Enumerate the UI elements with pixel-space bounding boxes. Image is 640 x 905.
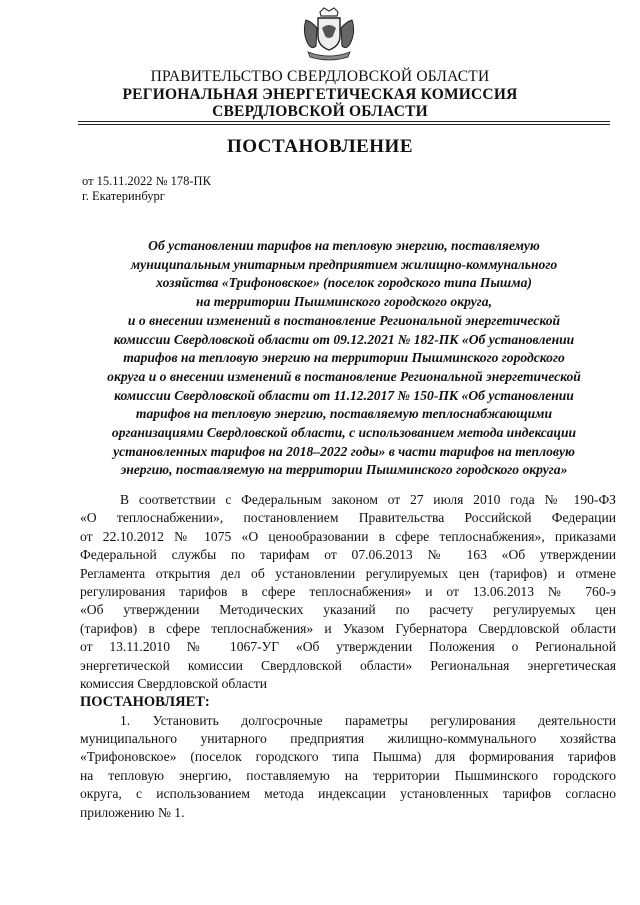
region-name: СВЕРДЛОВСКОЙ ОБЛАСТИ [212, 103, 428, 120]
subject-line: тарифов на тепловую энергию, поставляемую теплоснабжающими [135, 406, 553, 422]
preamble-line: Регламента открытия дел об установлении регулируемых цен (тарифов) и отмене [80, 565, 616, 581]
subject-line: организациями Свердловской области, с использованием метода индексации [111, 425, 577, 441]
document-body [80, 491, 616, 822]
subject-line: и о внесении изменений в постановление Региональной энергетической [127, 312, 561, 328]
subject-line: округа и о внесении изменений в постановление Региональной энергетической [107, 368, 581, 384]
preamble-line: энергетической комиссии Свердловской области» Региональная энергетическая [80, 657, 616, 673]
government-name: ПРАВИТЕЛЬСТВО СВЕРДЛОВСКОЙ ОБЛАСТИ [150, 68, 490, 85]
subject-line: на территории Пышминского городского округа, [196, 294, 492, 310]
subject-line: Об установлении тарифов на тепловую энергию, поставляемую [148, 238, 540, 253]
preamble-line: «Об утверждении Методических указаний по расчету регулируемых цен [80, 602, 616, 618]
document-date-number: от 15.11.2022 № 178-ПК [82, 174, 211, 188]
document-subject [80, 237, 608, 480]
preamble-line: регулирования тарифов в сфере теплоснабжения» и от 13.06.2013 № 760-э [80, 583, 616, 599]
item-1-line: 1. Установить долгосрочные параметры регулирования деятельности [120, 712, 616, 728]
commission-name: РЕГИОНАЛЬНАЯ ЭНЕРГЕТИЧЕСКАЯ КОМИССИЯ [122, 86, 518, 103]
subject-line: тарифов на тепловую энергию на территории Пышминского городского [123, 350, 565, 366]
preamble-line: от 22.10.2012 № 1075 «О ценообразовании в сфере теплоснабжения», приказами [80, 528, 616, 544]
item-1-line: округа, с использованием метода индексации установленных тарифов согласно [80, 786, 616, 802]
item-1-line: муниципального унитарного предприятия жилищно-коммунального хозяйства [80, 731, 616, 747]
resolve-label: ПОСТАНОВЛЯЕТ: [80, 694, 210, 711]
document-city: г. Екатеринбург [82, 189, 165, 203]
coat-of-arms-icon [300, 6, 358, 62]
preamble-line: от 13.11.2010 № 1067-УГ «Об утверждении Положения о Региональной [80, 639, 616, 655]
document-title: ПОСТАНОВЛЕНИЕ [226, 136, 414, 157]
preamble-line: (тарифов) в сфере теплоснабжения» и Указом Губернатора Свердловской области [80, 620, 616, 636]
subject-line: установленных тарифов на 2018–2022 годы» в части тарифов на тепловую [113, 443, 575, 459]
subject-line: муниципальным унитарным предприятием жилищно-коммунального [130, 256, 558, 272]
header-divider [78, 121, 610, 122]
item-1-line: «Трифоновское» (поселок городского типа Пышма) для формирования тарифов [80, 749, 616, 765]
subject-line: хозяйства «Трифоновское» (поселок городского типа Пышма) [156, 275, 532, 291]
preamble-line: В соответствии с Федеральным законом от 27 июля 2010 года № 190-ФЗ [120, 492, 616, 507]
preamble-line: Федеральной службы по тарифам от 07.06.2013 № 163 «Об утверждении [80, 547, 616, 563]
subject-line: комиссии Свердловской области от 09.12.2021 № 182-ПК «Об установлении [113, 331, 575, 347]
subject-line: энергию, поставляемую на территории Пышминского городского округа» [120, 462, 568, 478]
preamble-line: «О теплоснабжении», постановлением Правительства Российской Федерации [80, 510, 616, 526]
item-1-line: на тепловую энергию, поставляемую на территории Пышминского городского [80, 767, 616, 783]
preamble-line: комиссия Свердловской области [80, 675, 268, 691]
item-1-line: приложению № 1. [80, 804, 185, 820]
header-divider-secondary [78, 124, 610, 125]
subject-line: комиссии Свердловской области от 11.12.2017 № 150-ПК «Об установлении [114, 387, 574, 403]
